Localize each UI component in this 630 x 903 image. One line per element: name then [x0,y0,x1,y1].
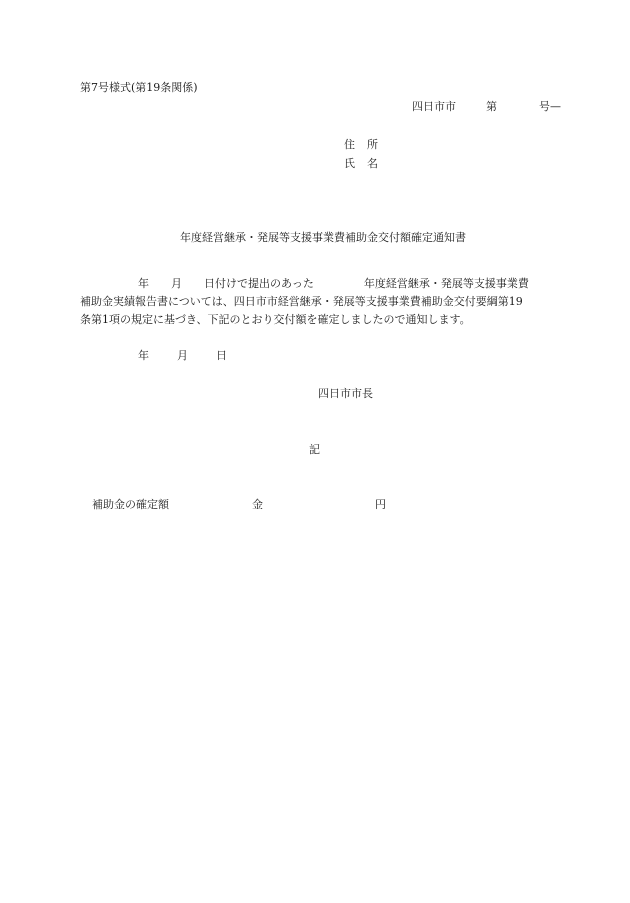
body-text [80,275,560,329]
date-row [138,349,227,363]
body-line-3: 条第1項の規定に基づき、下記のとおり交付額を確定しましたので通知します。 [80,313,471,326]
document-title: 年度経営継承・発展等支援事業費補助金交付額確定通知書 [180,231,466,244]
signatory: 四日市市長 [318,387,373,400]
name-label: 氏名 [344,157,390,170]
body-line-1 [80,275,560,293]
body-line1-mid: 日付けで提出のあった [204,277,314,290]
body-line-2: 補助金実績報告書については、四日市市経営継承・発展等支援事業費補助金交付要綱第19 [80,295,523,308]
ki-marker: 記 [309,443,320,456]
amount-label: 補助金の確定額 [92,498,169,511]
number-dai: 第 [486,100,497,113]
body-year: 年 [138,277,149,290]
amount-kin: 金 [252,498,263,511]
amount-yen: 円 [375,498,386,511]
address-label: 住所 [344,138,390,151]
form-number: 第7号様式(第19条関係) [80,81,198,94]
date-month: 月 [177,349,188,362]
body-month: 月 [171,277,182,290]
document-number [412,100,561,114]
date-day: 日 [216,349,227,362]
amount-row [92,498,386,512]
date-year: 年 [138,349,149,362]
issuer-prefix: 四日市市 [412,100,456,113]
body-line1-end: 年度経営継承・発展等支援事業費 [363,277,529,290]
number-dash: — [550,100,561,113]
number-go: 号 [539,100,550,113]
